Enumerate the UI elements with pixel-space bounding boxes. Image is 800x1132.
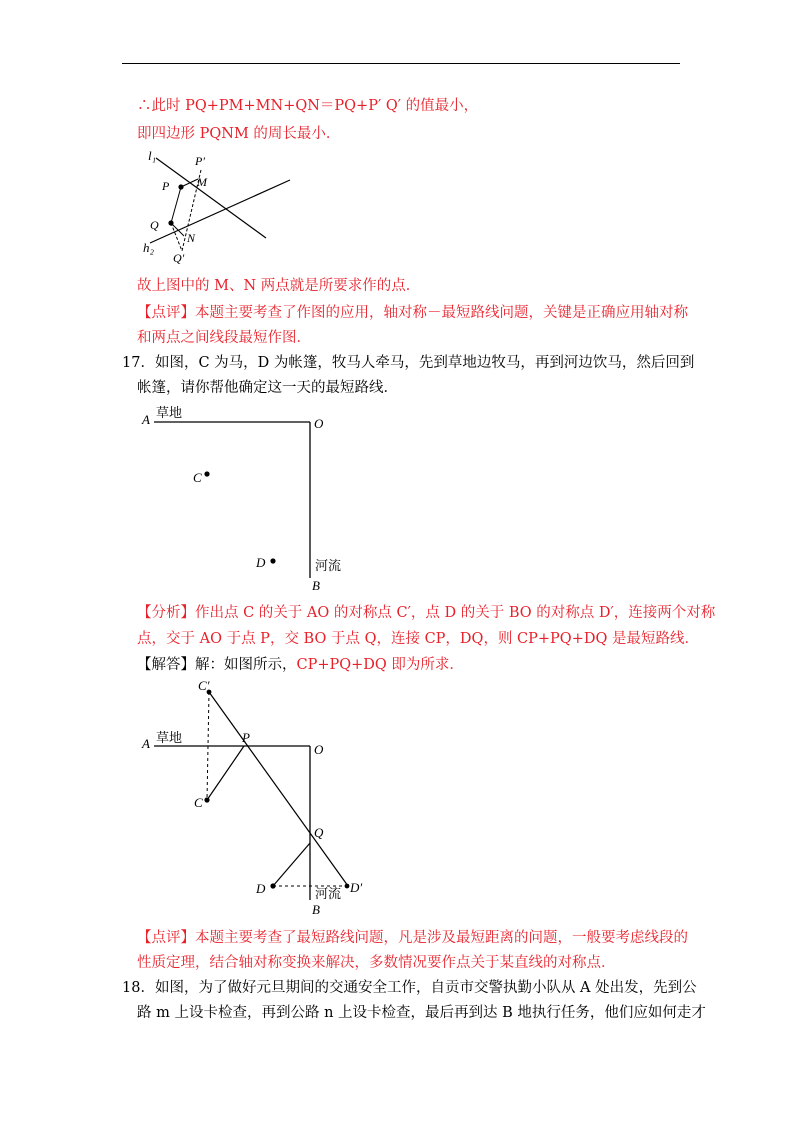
point-c [204, 471, 209, 476]
problem-17-line-1: 17．如图，C 为马，D 为帐篷，牧马人牵马，先到草地边牧马，再到河边饮马，然后回到 [122, 355, 695, 371]
segment-cprime-dprime [209, 692, 348, 886]
answer-line [137, 655, 464, 675]
answer-prefix: 【解答】解：如图所示， [137, 657, 297, 673]
analysis-line-2: 点，交于 AO 于点 P，交 BO 于点 Q，连接 CP，DQ，则 CP+PQ+DQ 是最短路线． [137, 631, 699, 647]
label-d: D [256, 555, 266, 570]
label-o: O [314, 742, 324, 757]
label-grass: 草地 [156, 406, 183, 421]
label-p: P [162, 179, 170, 193]
answer-expression: CP+PQ+DQ 即为所求． [296, 657, 464, 673]
label-qp: Q′ [173, 251, 185, 265]
comment-line-1: 【点评】本题主要考查了作图的应用，轴对称－最短路线问题，关键是正确应用轴对称 [137, 305, 688, 321]
label-q: Q [314, 825, 324, 840]
label-grass: 草地 [156, 731, 183, 746]
text-line-1: ∴此时 PQ+PM+MN+QN＝PQ+P′ Q′ 的值最小， [137, 98, 479, 114]
label-a: A [142, 736, 150, 751]
label-b: B [312, 902, 320, 917]
point-d [270, 883, 275, 888]
figure-2 [138, 402, 358, 594]
label-a: A [142, 412, 150, 427]
point-c [204, 797, 209, 802]
label-q: Q [150, 218, 159, 232]
problem-18-line-2: 路 m 上设卡检查，再到公路 n 上设卡检查，最后再到达 B 地执行任务，他们应如何走才 [137, 1005, 706, 1021]
label-river: 河流 [315, 559, 342, 574]
figure-3 [138, 676, 378, 918]
label-n: N [187, 231, 196, 245]
label-c: C [194, 795, 203, 810]
label-b: B [312, 578, 320, 593]
text-line-2: 即四边形 PQNM 的周长最小． [137, 126, 341, 142]
point-q [168, 220, 173, 225]
problem-17-line-2: 帐篷，请你帮他确定这一天的最短路线． [137, 380, 398, 396]
comment-17-line-1: 【点评】本题主要考查了最短路线问题，凡是涉及最短距离的问题，一般要考虑线段的 [137, 930, 688, 946]
dashed-q-qp [171, 223, 182, 251]
label-pp: P′ [195, 154, 205, 168]
label-river: 河流 [315, 887, 342, 902]
point-d [270, 558, 275, 563]
text-line-3: 故上图中的 M、N 两点就是所要求作的点． [137, 278, 421, 294]
point-p [178, 184, 183, 189]
label-l2: h₂ [143, 240, 155, 255]
label-p: P [242, 730, 250, 745]
analysis-line-1: 【分析】作出点 C 的关于 AO 的对称点 C′，点 D 的关于 BO 的对称点 D′，连接两个对称 [137, 605, 716, 621]
segment-pm [181, 179, 198, 187]
label-m: M [197, 175, 207, 189]
label-c: C [193, 470, 202, 485]
problem-18-line-1: 18．如图，为了做好元旦期间的交通安全工作，自贡市交警执勤小队从 A 处出发，先到公 [122, 980, 697, 996]
label-o: O [314, 416, 324, 431]
segment-cp [207, 746, 244, 800]
line-l2 [150, 180, 290, 243]
label-d: D [256, 881, 266, 896]
segment-pq [171, 187, 181, 223]
label-cprime: C′ [198, 678, 210, 693]
figure-1-lines [138, 146, 298, 266]
comment-line-2: 和两点之间线段最短作图． [137, 330, 311, 346]
segment-qn [171, 223, 184, 236]
segment-dq [273, 843, 310, 886]
point-dprime [345, 884, 350, 889]
header-rule [122, 63, 680, 64]
label-dprime: D′ [350, 880, 363, 895]
comment-17-line-2: 性质定理，结合轴对称变换来解决，多数情况要作点关于某直线的对称点． [137, 955, 616, 971]
label-l1: l₁ [148, 148, 157, 163]
